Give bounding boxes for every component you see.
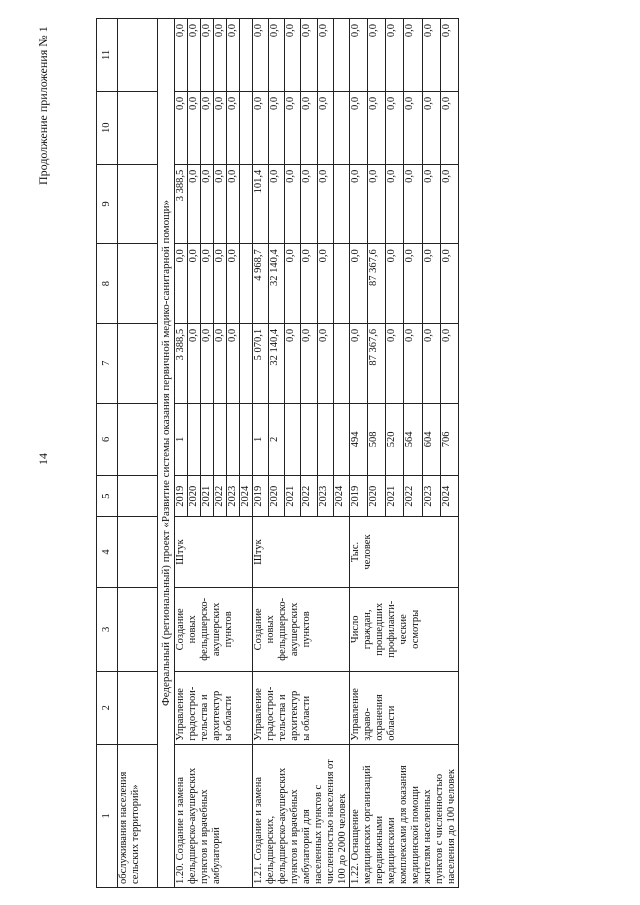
empty-cell <box>118 517 158 588</box>
unit-cell-line: Штук <box>253 539 264 565</box>
continuation-row <box>118 19 158 888</box>
local-funding-cell: 0,0 <box>317 91 333 164</box>
unit-cell-line: Тыс. <box>350 541 361 563</box>
regional-funding-cell: 0,0 <box>285 164 301 244</box>
regional-funding-cell: 0,0 <box>269 164 285 244</box>
federal-funding-cell <box>333 244 349 324</box>
quantity-cell: 604 <box>422 403 440 476</box>
measure-name-line: медицинской помощи <box>410 786 421 884</box>
column-header: 10 <box>97 91 118 164</box>
quantity-cell <box>301 403 317 476</box>
indicator-cell-line: фельдшерско- <box>277 597 288 661</box>
measure-name-line: численностью населения от <box>325 759 336 884</box>
quantity-cell: 494 <box>350 403 368 476</box>
other-funding-cell: 0,0 <box>253 19 269 92</box>
quantity-cell: 564 <box>404 403 422 476</box>
local-funding-cell <box>240 91 253 164</box>
other-funding-cell: 0,0 <box>422 19 440 92</box>
indicator-cell-line: новых <box>187 615 198 644</box>
other-funding-cell: 0,0 <box>301 19 317 92</box>
year-cell: 2024 <box>333 476 349 517</box>
column-header: 8 <box>97 244 118 324</box>
quantity-cell: 508 <box>368 403 386 476</box>
executor-cell-line: архитектур <box>289 690 300 741</box>
indicator-cell-line: Создание <box>253 608 264 651</box>
year-cell: 2019 <box>175 476 188 517</box>
unit-cell-line: Штук <box>175 539 186 565</box>
column-number-row <box>97 19 118 888</box>
quantity-cell <box>317 403 333 476</box>
federal-funding-cell: 0,0 <box>188 244 201 324</box>
measure-name-line: фельдшерско-акушерских <box>277 767 288 884</box>
measure-name <box>350 744 459 887</box>
total-funding-cell: 0,0 <box>404 323 422 403</box>
year-cell: 2023 <box>227 476 240 517</box>
year-cell: 2021 <box>201 476 214 517</box>
table-row <box>350 19 368 888</box>
executor-cell-line: тельства и <box>277 694 288 741</box>
other-funding-cell: 0,0 <box>404 19 422 92</box>
other-funding-cell <box>333 19 349 92</box>
year-cell: 2021 <box>386 476 404 517</box>
measure-name-line: пунктов с численностью <box>434 773 445 884</box>
regional-funding-cell: 0,0 <box>188 164 201 244</box>
other-funding-cell: 0,0 <box>214 19 227 92</box>
measure-name-line: 1.21. Создание и замена <box>253 777 264 884</box>
year-cell: 2019 <box>350 476 368 517</box>
local-funding-cell: 0,0 <box>214 91 227 164</box>
federal-funding-cell: 0,0 <box>175 244 188 324</box>
table-row <box>253 19 269 888</box>
continuation-line: обслуживания населения <box>118 771 129 884</box>
indicator-cell-line: акушерских <box>211 602 222 657</box>
indicator-cell-line: Создание <box>175 608 186 651</box>
measure-name-line: медицинскими <box>386 817 397 884</box>
measure-name-line: амбулаторий <box>211 827 222 884</box>
quantity-cell <box>201 403 214 476</box>
total-funding-cell: 0,0 <box>188 323 201 403</box>
local-funding-cell: 0,0 <box>440 91 458 164</box>
indicator-cell-line: новых <box>265 615 276 644</box>
local-funding-cell: 0,0 <box>368 91 386 164</box>
total-funding-cell: 0,0 <box>214 323 227 403</box>
appendix-title: Продолжение приложения № 1 <box>36 26 50 185</box>
total-funding-cell: 5 070,1 <box>253 323 269 403</box>
other-funding-cell: 0,0 <box>350 19 368 92</box>
local-funding-cell: 0,0 <box>301 91 317 164</box>
regional-funding-cell: 0,0 <box>350 164 368 244</box>
total-funding-cell: 32 140,4 <box>269 323 285 403</box>
quantity-cell <box>227 403 240 476</box>
column-header: 1 <box>97 744 118 887</box>
continuation-cell <box>118 744 158 887</box>
executor-cell-line: градострои- <box>187 686 198 741</box>
year-cell: 2023 <box>422 476 440 517</box>
executor-cell <box>350 671 459 744</box>
indicator-cell-line: акушерских <box>289 602 300 657</box>
federal-funding-cell: 0,0 <box>317 244 333 324</box>
empty-cell <box>118 244 158 324</box>
executor-cell-line: Управление <box>253 688 264 741</box>
measure-name-line: пунктов и врачебных <box>199 789 210 884</box>
measure-name <box>253 744 350 887</box>
year-cell: 2023 <box>317 476 333 517</box>
executor-cell-line: ы области <box>223 695 234 741</box>
federal-funding-cell: 0,0 <box>350 244 368 324</box>
indicator-cell-line: прошедших <box>374 602 385 656</box>
indicator-cell-line: осмотры <box>410 609 421 649</box>
unit-cell <box>175 517 253 588</box>
indicator-cell-line: граждан, <box>362 609 373 650</box>
local-funding-cell: 0,0 <box>350 91 368 164</box>
local-funding-cell: 0,0 <box>175 91 188 164</box>
regional-funding-cell: 0,0 <box>201 164 214 244</box>
executor-cell-line: градострои- <box>265 686 276 741</box>
indicator-cell <box>253 587 350 671</box>
quantity-cell <box>240 403 253 476</box>
measure-name-line: передвижными <box>374 815 385 884</box>
regional-funding-cell <box>240 164 253 244</box>
quantity-cell <box>214 403 227 476</box>
column-header: 7 <box>97 323 118 403</box>
indicator-cell-line: пунктов <box>223 611 234 648</box>
regional-funding-cell: 0,0 <box>386 164 404 244</box>
column-header: 5 <box>97 476 118 517</box>
measure-name-line: фельдшерско-акушерских <box>187 767 198 884</box>
measure-name-line: амбулаторий для <box>301 809 312 884</box>
measure-name-line: фельдшерских, <box>265 815 276 884</box>
unit-cell-line: человек <box>362 534 373 570</box>
page-number: 14 <box>36 453 50 465</box>
year-cell: 2024 <box>240 476 253 517</box>
quantity-cell <box>188 403 201 476</box>
quantity-cell: 706 <box>440 403 458 476</box>
executor-cell-line: Управление <box>175 688 186 741</box>
quantity-cell: 1 <box>253 403 269 476</box>
measure-name-line: населения до 100 человек <box>446 768 457 884</box>
year-cell: 2019 <box>253 476 269 517</box>
measure-name <box>175 744 253 887</box>
local-funding-cell: 0,0 <box>227 91 240 164</box>
total-funding-cell: 87 367,6 <box>368 323 386 403</box>
federal-funding-cell <box>240 244 253 324</box>
total-funding-cell: 0,0 <box>201 323 214 403</box>
empty-cell <box>118 403 158 476</box>
regional-funding-cell: 0,0 <box>368 164 386 244</box>
other-funding-cell: 0,0 <box>440 19 458 92</box>
table-body <box>118 19 459 888</box>
regional-funding-cell: 0,0 <box>301 164 317 244</box>
measure-name-line: 1.20. Создание и замена <box>175 777 186 884</box>
executor-cell-line: области <box>386 705 397 741</box>
total-funding-cell: 0,0 <box>317 323 333 403</box>
total-funding-cell: 0,0 <box>440 323 458 403</box>
empty-cell <box>118 19 158 92</box>
empty-cell <box>118 91 158 164</box>
regional-funding-cell: 0,0 <box>440 164 458 244</box>
section-title: Федеральный (региональный) проект «Развитие системы оказания первичной медико-санитарной помощи» <box>158 19 175 888</box>
year-cell: 2024 <box>440 476 458 517</box>
local-funding-cell: 0,0 <box>253 91 269 164</box>
executor-cell-line: здраво- <box>362 707 373 741</box>
quantity-cell: 2 <box>269 403 285 476</box>
federal-funding-cell: 87 367,6 <box>368 244 386 324</box>
regional-funding-cell: 0,0 <box>404 164 422 244</box>
measure-name-line: жителям населенных <box>422 789 433 884</box>
regional-funding-cell: 0,0 <box>422 164 440 244</box>
executor-cell <box>175 671 253 744</box>
year-cell: 2021 <box>285 476 301 517</box>
empty-cell <box>118 671 158 744</box>
column-header: 6 <box>97 403 118 476</box>
local-funding-cell: 0,0 <box>269 91 285 164</box>
other-funding-cell: 0,0 <box>201 19 214 92</box>
measure-name-line: комплексами для оказания <box>398 765 409 884</box>
federal-funding-cell: 4 968,7 <box>253 244 269 324</box>
budget-table <box>96 18 459 888</box>
indicator-cell-line: фельдшерско- <box>199 597 210 661</box>
indicator-cell <box>175 587 253 671</box>
measure-name-line: пунктов и врачебных <box>289 789 300 884</box>
federal-funding-cell: 0,0 <box>404 244 422 324</box>
unit-cell <box>253 517 350 588</box>
year-cell: 2020 <box>368 476 386 517</box>
regional-funding-cell <box>333 164 349 244</box>
quantity-cell: 520 <box>386 403 404 476</box>
column-header: 4 <box>97 517 118 588</box>
empty-cell <box>118 476 158 517</box>
measure-name-line: 1.22. Оснащение <box>350 809 361 884</box>
empty-cell <box>118 587 158 671</box>
total-funding-cell: 0,0 <box>386 323 404 403</box>
federal-funding-cell: 0,0 <box>422 244 440 324</box>
empty-cell <box>118 164 158 244</box>
local-funding-cell <box>333 91 349 164</box>
continuation-line: сельских территорий» <box>130 784 141 884</box>
other-funding-cell: 0,0 <box>368 19 386 92</box>
quantity-cell: 1 <box>175 403 188 476</box>
executor-cell-line: охранения <box>374 694 385 741</box>
indicator-cell <box>350 587 459 671</box>
federal-funding-cell: 0,0 <box>227 244 240 324</box>
column-header: 11 <box>97 19 118 92</box>
unit-cell <box>350 517 459 588</box>
total-funding-cell <box>333 323 349 403</box>
local-funding-cell: 0,0 <box>201 91 214 164</box>
column-header: 2 <box>97 671 118 744</box>
local-funding-cell: 0,0 <box>386 91 404 164</box>
local-funding-cell: 0,0 <box>285 91 301 164</box>
quantity-cell <box>285 403 301 476</box>
regional-funding-cell: 101,4 <box>253 164 269 244</box>
federal-funding-cell: 0,0 <box>285 244 301 324</box>
federal-funding-cell: 0,0 <box>201 244 214 324</box>
section-title-row <box>158 19 175 888</box>
column-header: 3 <box>97 587 118 671</box>
table-row <box>175 19 188 888</box>
other-funding-cell: 0,0 <box>269 19 285 92</box>
total-funding-cell: 0,0 <box>301 323 317 403</box>
year-cell: 2020 <box>188 476 201 517</box>
regional-funding-cell: 0,0 <box>317 164 333 244</box>
executor-cell-line: тельства и <box>199 694 210 741</box>
executor-cell <box>253 671 350 744</box>
local-funding-cell: 0,0 <box>404 91 422 164</box>
year-cell: 2022 <box>404 476 422 517</box>
regional-funding-cell: 3 388,5 <box>175 164 188 244</box>
federal-funding-cell: 0,0 <box>301 244 317 324</box>
total-funding-cell: 0,0 <box>350 323 368 403</box>
year-cell: 2020 <box>269 476 285 517</box>
measure-name-line: населенных пунктов с <box>313 784 324 884</box>
measure-name-line: 100 до 2000 человек <box>337 793 348 884</box>
year-cell: 2022 <box>214 476 227 517</box>
indicator-cell-line: пунктов <box>301 611 312 648</box>
total-funding-cell <box>240 323 253 403</box>
other-funding-cell: 0,0 <box>188 19 201 92</box>
rotated-table-container <box>96 18 636 888</box>
column-header: 9 <box>97 164 118 244</box>
total-funding-cell: 0,0 <box>227 323 240 403</box>
other-funding-cell: 0,0 <box>285 19 301 92</box>
total-funding-cell: 3 388,5 <box>175 323 188 403</box>
regional-funding-cell: 0,0 <box>227 164 240 244</box>
other-funding-cell <box>240 19 253 92</box>
other-funding-cell: 0,0 <box>227 19 240 92</box>
quantity-cell <box>333 403 349 476</box>
measure-name-line: медицинских организаций <box>362 765 373 884</box>
total-funding-cell: 0,0 <box>422 323 440 403</box>
indicator-cell-line: ческие <box>398 614 409 645</box>
federal-funding-cell: 0,0 <box>386 244 404 324</box>
executor-cell-line: Управление <box>350 688 361 741</box>
year-cell: 2022 <box>301 476 317 517</box>
other-funding-cell: 0,0 <box>175 19 188 92</box>
local-funding-cell: 0,0 <box>422 91 440 164</box>
other-funding-cell: 0,0 <box>386 19 404 92</box>
executor-cell-line: ы области <box>301 695 312 741</box>
indicator-cell-line: профилакти- <box>386 600 397 658</box>
indicator-cell-line: Число <box>350 615 361 644</box>
local-funding-cell: 0,0 <box>188 91 201 164</box>
regional-funding-cell: 0,0 <box>214 164 227 244</box>
total-funding-cell: 0,0 <box>285 323 301 403</box>
federal-funding-cell: 0,0 <box>214 244 227 324</box>
other-funding-cell: 0,0 <box>317 19 333 92</box>
executor-cell-line: архитектур <box>211 690 222 741</box>
federal-funding-cell: 0,0 <box>440 244 458 324</box>
federal-funding-cell: 32 140,4 <box>269 244 285 324</box>
empty-cell <box>118 323 158 403</box>
